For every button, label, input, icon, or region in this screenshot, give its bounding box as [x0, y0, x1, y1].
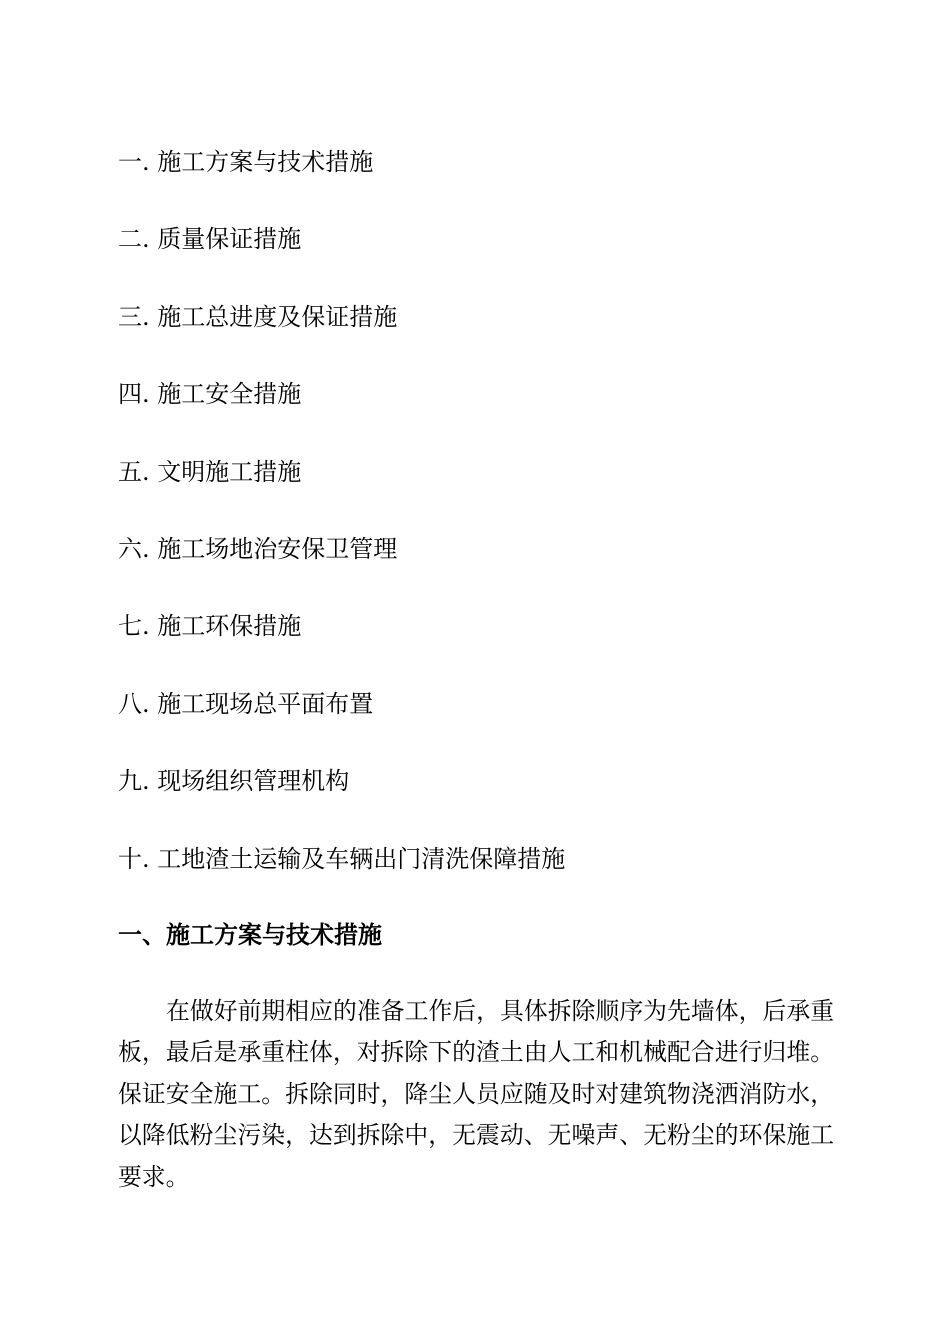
section-heading: 一、施工方案与技术措施 [118, 921, 382, 949]
toc-item-8: 八. 施工现场总平面布置 [118, 689, 374, 718]
toc-item-5: 五. 文明施工措施 [118, 457, 302, 486]
toc-item-4: 四. 施工安全措施 [118, 380, 302, 409]
toc-item-7: 七. 施工环保措施 [118, 612, 302, 641]
toc-item-6: 六. 施工场地治安保卫管理 [118, 534, 398, 563]
toc-item-2: 二. 质量保证措施 [118, 225, 302, 254]
toc-item-3: 三. 施工总进度及保证措施 [118, 302, 398, 331]
toc-item-1: 一. 施工方案与技术措施 [118, 148, 374, 176]
table-of-contents [118, 140, 838, 914]
toc-item-9: 九. 现场组织管理机构 [118, 767, 350, 796]
toc-item-10: 十. 工地渣土运输及车辆出门清洗保障措施 [118, 844, 566, 873]
body-paragraph: 在做好前期相应的准备工作后，具体拆除顺序为先墙体，后承重板，最后是承重柱体，对拆除下的渣土由人工和机械配合进行归堆。保证安全施工。拆除同时，降尘人员应随及时对建筑物浇洒消防水，以降低粉尘污染，达到拆除中，无震动、无噪声、无粉尘的环保施工要求。 [118, 997, 834, 1191]
